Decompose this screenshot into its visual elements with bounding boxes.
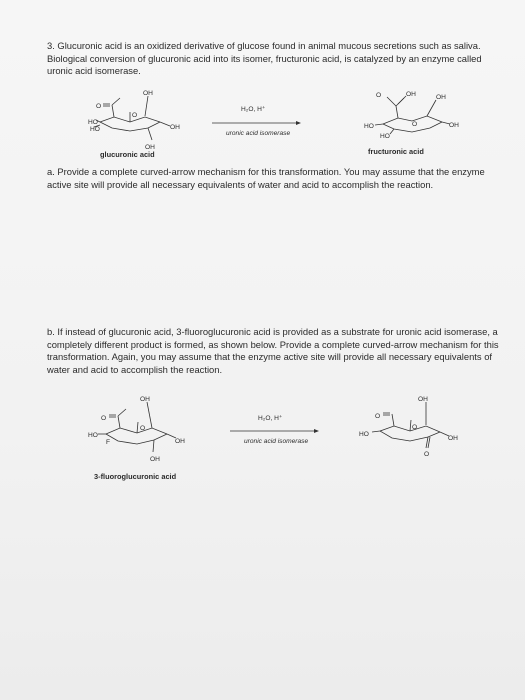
enzyme-label: uronic acid isomerase: [226, 130, 291, 137]
atom-label-ho: HO: [359, 431, 369, 438]
atom-label-f: F: [106, 439, 111, 446]
reagent-label: H₂O, H⁺: [241, 106, 266, 113]
atom-label-o: O: [412, 424, 418, 431]
part-a-text: a. Provide a complete curved-arrow mechanism for this transformation. You may assume that the enzyme active site will provide all necessary equivalents of water and acid to accomplish the reaction.: [47, 166, 485, 190]
atom-label-o: O: [140, 425, 146, 432]
arrowhead: [314, 429, 319, 433]
enzyme-label: uronic acid isomerase: [244, 438, 309, 445]
atom-label-o: O: [101, 415, 107, 422]
atom-label-o: O: [375, 413, 381, 420]
reactant-2-name-label: 3-fluoroglucuronic acid: [94, 472, 177, 481]
atom-label-oh: OH: [145, 144, 155, 151]
atom-label-ho: HO: [364, 123, 374, 130]
atom-label-oh: OH: [143, 90, 153, 97]
product-name-label: fructuronic acid: [368, 147, 424, 156]
fluoroglucuronic-acid-structure: [88, 396, 185, 463]
atom-label-o: O: [96, 103, 102, 110]
atom-label-oh: OH: [436, 94, 446, 101]
atom-label-ho: HO: [380, 133, 390, 140]
atom-label-oh: OH: [175, 438, 185, 445]
atom-label-o: O: [132, 112, 138, 119]
question-3-text: 3. Glucuronic acid is an oxidized derivative of glucose found in animal mucous secretions such as saliva. Biological conversion of glucuronic acid into its isomer, fructuronic acid, is catalyzed by an enzyme called uronic acid isomerase.: [47, 40, 482, 77]
reagent-label: H₂O, H⁺: [258, 415, 283, 422]
atom-label-oh: OH: [140, 396, 150, 403]
product-2-structure: [359, 396, 458, 458]
atom-label-oh: OH: [418, 396, 428, 403]
atom-label-ho: HO: [88, 432, 98, 439]
atom-label-o: O: [376, 92, 382, 99]
atom-label-o: O: [424, 451, 430, 458]
atom-label-ho: HO: [88, 119, 98, 126]
atom-label-ho: HO: [90, 126, 100, 133]
atom-label-oh: OH: [449, 122, 459, 129]
reactant-name-label: glucuronic acid: [100, 150, 155, 159]
atom-label-o: O: [412, 121, 418, 128]
atom-label-oh: OH: [150, 456, 160, 463]
part-b-text: b. If instead of glucuronic acid, 3-fluoroglucuronic acid is provided as a substrate for uronic acid isomerase, a completely different product is formed, as shown below. Provide a complete curved-arrow mechanism for this transformation. Again, you may assume that the enzyme active site will provide all necessary equivalents of water and acid to accomplish the reaction.: [47, 326, 499, 375]
atom-label-oh: OH: [406, 91, 416, 98]
atom-label-oh: OH: [170, 124, 180, 131]
atom-label-oh: OH: [448, 435, 458, 442]
